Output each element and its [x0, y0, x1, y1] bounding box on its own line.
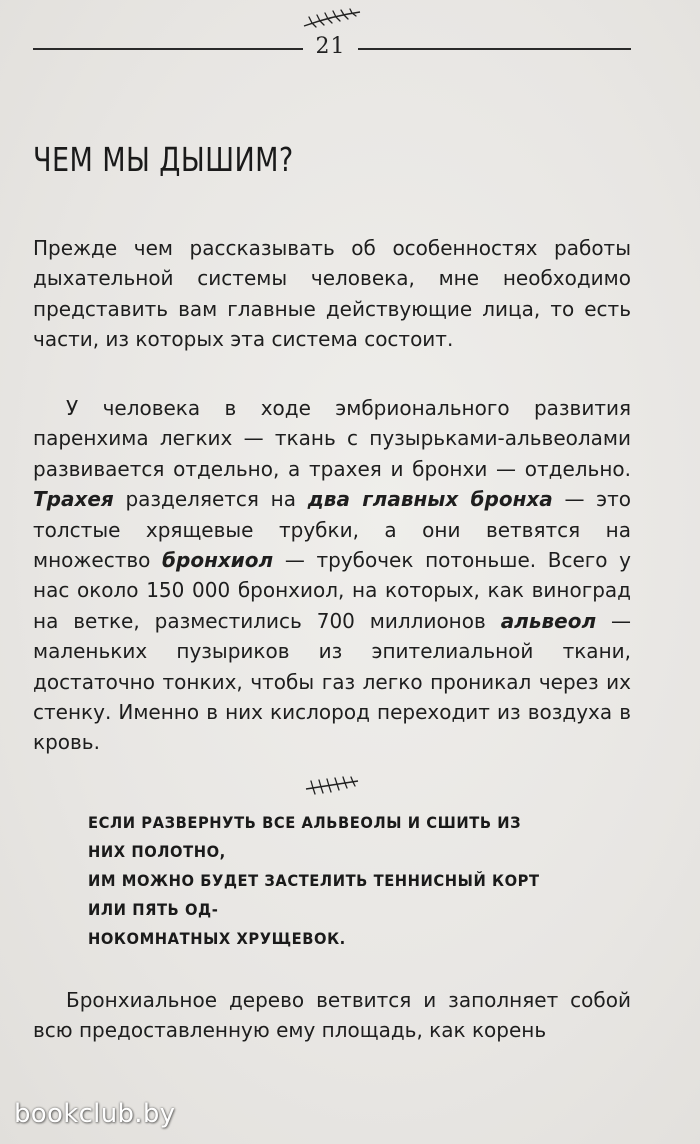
- term-bronchioles: бронхиол: [162, 548, 274, 573]
- callout-line: НОКОМНАТНЫХ ХРУЩЕВОК.: [88, 929, 346, 948]
- term-main-bronchi: два главных бронха: [307, 487, 553, 512]
- text-run: разделяется на: [113, 487, 308, 512]
- header-rule-left: [33, 48, 303, 50]
- page-number: 21: [315, 34, 346, 59]
- text-run: — это толстые хрящевые трубки, а они ветвятся на множество: [33, 487, 632, 573]
- term-trachea: Трахея: [33, 487, 114, 512]
- term-alveoli: альвеол: [500, 608, 597, 633]
- callout-line: ЕСЛИ РАЗВЕРНУТЬ ВСЕ АЛЬВЕОЛЫ И СШИТЬ ИЗ НИХ ПОЛОТНО,: [88, 813, 522, 861]
- watermark: bookclub.by: [14, 1099, 176, 1129]
- bronchial-tree-paragraph: Бронхиальное дерево ветвится и заполняет собой всю предоставленную ему площадь, как корень: [33, 988, 631, 1043]
- header-leaf-sprig-icon: [300, 8, 364, 30]
- header-rule-right: [358, 48, 631, 50]
- text-run: — трубочек потоньше. Всего у нас около 150 000 бронхиол, на которых, как виноград на ветке, разместились 700 миллионов: [33, 548, 632, 633]
- chapter-title: ЧЕМ МЫ ДЫШИМ?: [33, 140, 294, 179]
- fact-callout: [88, 808, 548, 953]
- callout-line: ИМ МОЖНО БУДЕТ ЗАСТЕЛИТЬ ТЕННИСНЫЙ КОРТ ИЛИ ПЯТЬ ОД-: [88, 871, 540, 919]
- divider-leaf-sprig-icon: [303, 773, 361, 795]
- intro-paragraph: Прежде чем рассказывать об особенностях работы дыхательной системы человека, мне необходимо представить вам главные действующие лица, то есть части, из которых эта система состоит.: [33, 236, 631, 352]
- text-run: — маленьких пузыриков из эпителиальной ткани, достаточно тонких, чтобы газ легко проникал через их стенку. Именно в них кислород переходит из воздуха в кровь.: [33, 608, 631, 755]
- anatomy-paragraph: [33, 393, 631, 758]
- text-run: У человека в ходе эмбрионального развития паренхима легких — ткань с пузырьками-альвеолами развивается отдельно, а трахея и бронхи — отдельно.: [33, 396, 631, 481]
